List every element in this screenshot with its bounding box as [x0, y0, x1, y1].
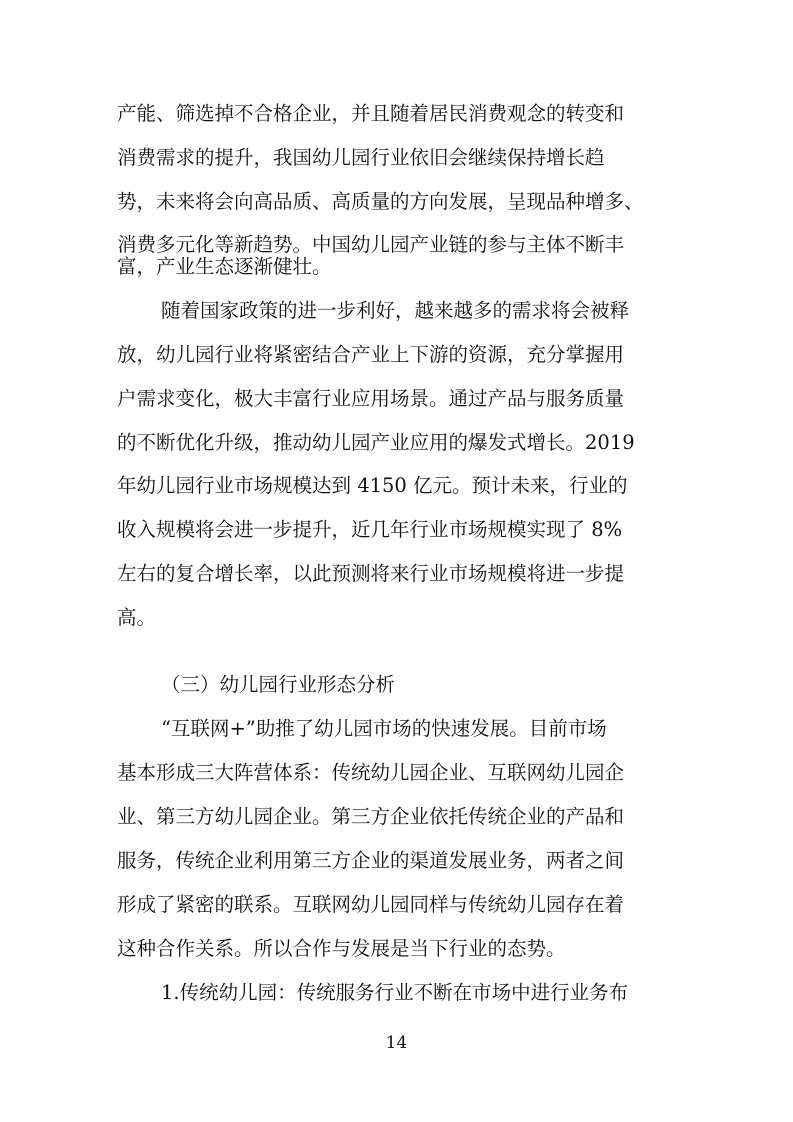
paragraph-1-line-5-visible: 富，产业生态逐渐健壮。	[117, 255, 332, 278]
paragraph-4-line-1: 1.传统幼儿园：传统服务行业不断在市场中进行业务布	[161, 981, 629, 1004]
paragraph-3-line-3: 业、第三方幼儿园企业。第三方企业依托传统企业的产品和	[117, 805, 625, 828]
paragraph-2-line-3: 户需求变化，极大丰富行业应用场景。通过产品与服务质量	[117, 387, 625, 410]
paragraph-3-line-2: 基本形成三大阵营体系：传统幼儿园企业、互联网幼儿园企	[117, 761, 625, 784]
paragraph-2-line-4: 的不断优化升级，推动幼儿园产业应用的爆发式增长。2019	[117, 431, 635, 454]
paragraph-2-line-2: 放，幼儿园行业将紧密结合产业上下游的资源，充分掌握用	[117, 343, 625, 366]
paragraph-2-line-7: 左右的复合增长率，以此预测将来行业市场规模将进一步提	[117, 562, 625, 585]
paragraph-2-line-6: 收入规模将会进一步提升，近几年行业市场规模实现了 8%	[117, 518, 623, 541]
section-heading: （三）幼儿园行业形态分析	[161, 673, 396, 696]
page-number: 14	[385, 1033, 408, 1053]
paragraph-1-line-4: 消费多元化等新趋势。中国幼儿园产业链的参与主体不断丰	[117, 233, 625, 256]
paragraph-3-line-5: 形成了紧密的联系。互联网幼儿园同样与传统幼儿园存在着	[117, 893, 625, 916]
paragraph-3-line-4: 服务，传统企业利用第三方企业的渠道发展业务，两者之间	[117, 849, 625, 872]
paragraph-3-line-6: 这种合作关系。所以合作与发展是当下行业的态势。	[117, 937, 566, 960]
paragraph-2-line-5: 年幼儿园行业市场规模达到 4150 亿元。预计未来，行业的	[117, 474, 628, 497]
paragraph-2-line-1: 随着国家政策的进一步利好，越来越多的需求将会被释	[161, 299, 630, 322]
paragraph-3-line-1: “互联网+”助推了幼儿园市场的快速发展。目前市场	[161, 717, 607, 740]
paragraph-2-line-8: 高。	[117, 606, 157, 629]
paragraph-1-line-2: 消费需求的提升，我国幼儿园行业依旧会继续保持增长趋	[117, 146, 605, 169]
paragraph-1-line-3: 势，未来将会向高品质、高质量的方向发展，呈现品种增多、	[117, 190, 644, 213]
paragraph-1-line-1: 产能、筛选掉不合格企业，并且随着居民消费观念的转变和	[117, 102, 625, 125]
